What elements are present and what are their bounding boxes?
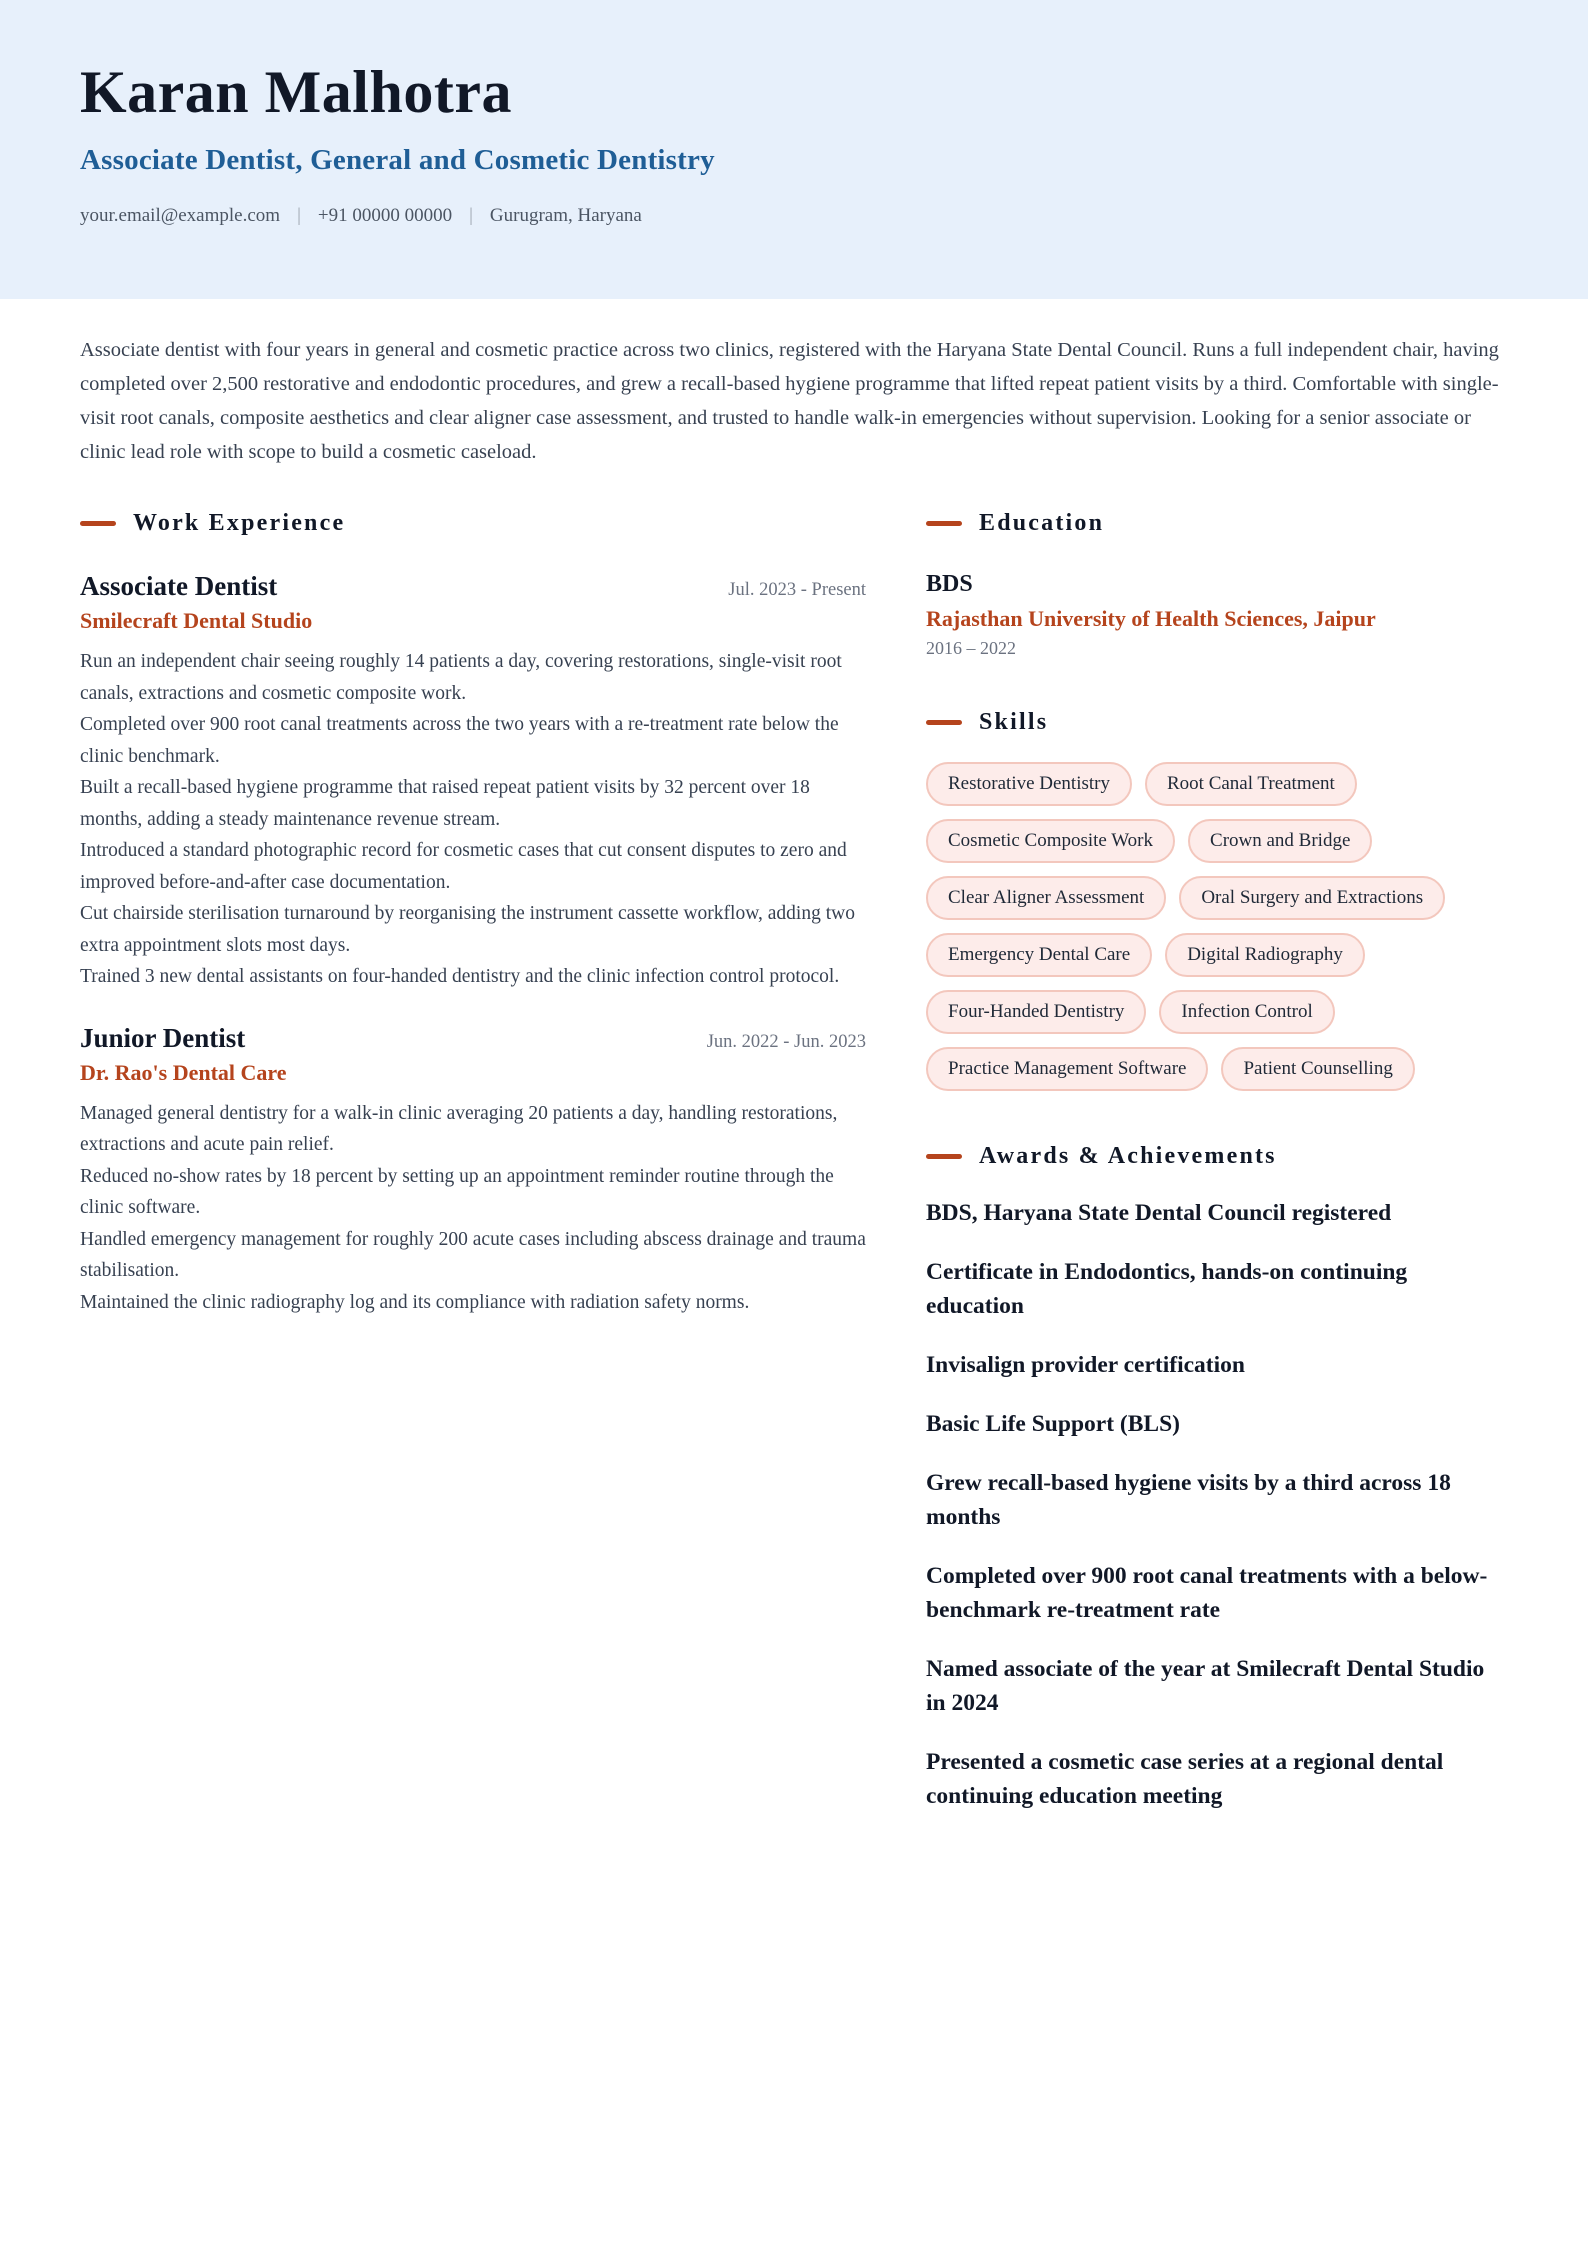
award-item: Basic Life Support (BLS) [926, 1411, 1180, 1437]
job-bullet: Maintained the clinic radiography log and its compliance with radiation safety norms. [80, 1291, 750, 1313]
skill-chip: Practice Management Software [926, 1047, 1208, 1091]
job-date: Jun. 2022 - Jun. 2023 [706, 1031, 866, 1052]
education-years: 2016 – 2022 [926, 638, 1016, 658]
job-bullets [80, 646, 866, 993]
award-item: Named associate of the year at Smilecraft Dental Studio in 2024 [926, 1656, 1485, 1716]
job-bullet: Introduced a standard photographic record for cosmetic cases that cut consent disputes to zero and improved before-and-after case documentation. [80, 840, 847, 893]
job-title: Junior Dentist [80, 1022, 246, 1053]
section-accent-bar [926, 720, 962, 725]
contact-separator: | [297, 205, 301, 226]
contact-line [80, 205, 1508, 227]
left-column [80, 510, 866, 1838]
job-header [80, 571, 866, 602]
professional-summary: Associate dentist with four years in general and cosmetic practice across two clinics, registered with the Haryana State Dental Council. Runs a full independent chair, having completed over 2,500 restorative and endodontic procedures, and grew a recall-based hygiene programme that lifted repeat patient visits by a third. Comfortable with single-visit root canals, composite aesthetics and clear aligner case assessment, and trusted to handle walk-in emergencies without supervision. Looking for a senior associate or clinic lead role with scope to build a cosmetic caseload. [80, 339, 1499, 463]
award-item: Certificate in Endodontics, hands-on continuing education [926, 1259, 1408, 1319]
skill-chip: Infection Control [1159, 990, 1334, 1034]
skill-chip: Crown and Bridge [1188, 819, 1372, 863]
section-title-text: Skills [979, 709, 1049, 735]
skill-chip: Cosmetic Composite Work [926, 819, 1175, 863]
skill-chip: Digital Radiography [1165, 933, 1365, 977]
resume-columns [80, 510, 1508, 1838]
education-degree: BDS [926, 571, 973, 597]
job-bullet: Run an independent chair seeing roughly 14 patients a day, covering restorations, single-visit root canals, extractions and cosmetic composite work. [80, 651, 842, 704]
section-title-text: Education [979, 510, 1105, 536]
skill-chip: Patient Counselling [1221, 1047, 1414, 1091]
job-header [80, 1023, 866, 1054]
skill-chip: Four-Handed Dentistry [926, 990, 1146, 1034]
award-item: Completed over 900 root canal treatments with a below-benchmark re-treatment rate [926, 1563, 1488, 1623]
job-company: Dr. Rao's Dental Care [80, 1059, 287, 1085]
award-item: Grew recall-based hygiene visits by a third across 18 months [926, 1470, 1451, 1530]
job-bullet: Trained 3 new dental assistants on four-handed dentistry and the clinic infection control protocol. [80, 966, 840, 987]
section-title-skills [926, 709, 1508, 736]
job-bullet: Reduced no-show rates by 18 percent by setting up an appointment reminder routine through the clinic software. [80, 1165, 834, 1218]
skill-chip: Root Canal Treatment [1145, 762, 1357, 806]
section-title-text: Awards & Achievements [979, 1143, 1277, 1169]
section-title-text: Work Experience [133, 510, 346, 536]
section-accent-bar [80, 521, 116, 526]
section-title-work-experience [80, 510, 866, 537]
section-accent-bar [926, 521, 962, 526]
contact-phone[interactable]: +91 00000 00000 [317, 205, 453, 226]
job-bullet: Handled emergency management for roughly 200 acute cases including abscess drainage and trauma stabilisation. [80, 1228, 866, 1281]
job-bullet: Built a recall-based hygiene programme that raised repeat patient visits by 32 percent over 18 months, adding a steady maintenance revenue stream. [80, 777, 810, 830]
job-title: Associate Dentist [80, 571, 278, 601]
job-company: Smilecraft Dental Studio [80, 608, 313, 633]
award-item: Invisalign provider certification [926, 1352, 1245, 1378]
job-entry [80, 1023, 866, 1319]
job-bullet: Managed general dentistry for a walk-in clinic averaging 20 patients a day, handling restorations, extractions and acute pain relief. [80, 1102, 838, 1155]
skills-section [926, 709, 1508, 1091]
skill-chip: Oral Surgery and Extractions [1179, 876, 1445, 920]
education-school: Rajasthan University of Health Sciences, Jaipur [926, 606, 1376, 631]
section-title-education [926, 510, 1508, 537]
job-bullet: Completed over 900 root canal treatments across the two years with a re-treatment rate below the clinic benchmark. [80, 714, 839, 767]
award-item: BDS, Haryana State Dental Council registered [926, 1200, 1392, 1226]
job-date: Jul. 2023 - Present [728, 580, 866, 600]
skill-chip: Clear Aligner Assessment [926, 876, 1166, 920]
right-column [926, 510, 1508, 1838]
skill-chip: Restorative Dentistry [926, 762, 1132, 806]
skills-list [926, 762, 1508, 1091]
candidate-name: Karan Malhotra [80, 59, 512, 125]
contact-email[interactable]: your.email@example.com [80, 205, 281, 226]
contact-location: Gurugram, Haryana [489, 205, 642, 226]
awards-section [926, 1143, 1508, 1813]
contact-separator: | [469, 205, 473, 226]
award-item: Presented a cosmetic case series at a regional dental continuing education meeting [926, 1749, 1444, 1809]
section-accent-bar [926, 1154, 962, 1159]
awards-list [926, 1196, 1508, 1813]
job-bullets [80, 1098, 866, 1319]
section-title-awards [926, 1143, 1508, 1170]
skill-chip: Emergency Dental Care [926, 933, 1152, 977]
job-bullet: Cut chairside sterilisation turnaround by reorganising the instrument cassette workflow, adding two extra appointment slots most days. [80, 903, 855, 956]
resume-header [0, 0, 1588, 299]
job-entry [80, 571, 866, 993]
candidate-role: Associate Dentist, General and Cosmetic Dentistry [80, 144, 715, 176]
